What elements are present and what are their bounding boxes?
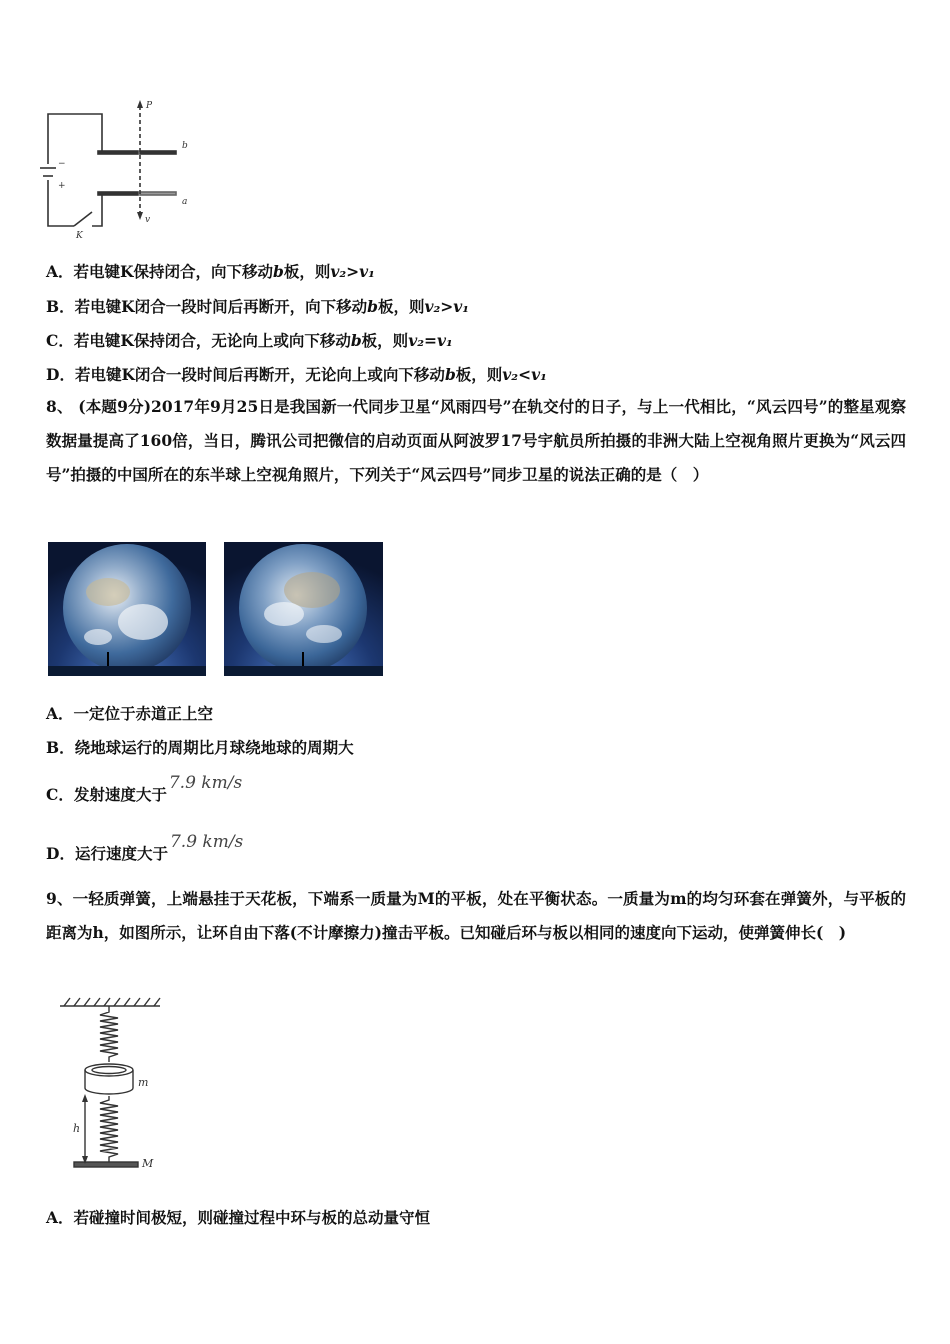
- option-mid: 板，则: [361, 331, 409, 350]
- option-relation: v₂<v₁: [502, 365, 547, 384]
- option-relation: v₂=v₁: [408, 331, 453, 350]
- q8-stem: 8、 (本题9分)2017年9月25日是我国新一代同步卫星“风雨四号”在轨交付的日子，与上一代相比，“风云四号”的整星观察数据量提高了160倍，当日，腾讯公司把微信的启动页面从阿波罗17号宇航员所拍摄的非洲大陆上空视角照片更换为“风云四号”拍摄的中国所在的东半球上空视角照片，下列关于“风云四号”同步卫星的说法正确的是（ ）: [46, 397, 906, 484]
- capacitor-circuit-diagram: [40, 96, 200, 242]
- option-relation: v₂>v₁: [330, 262, 375, 281]
- option-var: b: [273, 262, 284, 281]
- earth-photo-left: [48, 542, 206, 676]
- q7-option-c[interactable]: [46, 329, 453, 351]
- label-minus: −: [58, 159, 66, 169]
- q8-option-b[interactable]: [46, 736, 354, 758]
- label-p: P: [146, 101, 153, 111]
- label-v: v: [145, 215, 151, 225]
- label-m: m: [138, 1076, 149, 1089]
- option-mid: 板，则: [283, 262, 331, 281]
- option-text: 绕地球运行的周期比月球绕地球的周期大: [74, 738, 354, 757]
- label-plus: +: [58, 181, 66, 191]
- option-text: 一定位于赤道正上空: [73, 704, 214, 723]
- label-a: a: [182, 197, 188, 207]
- option-text: 若电键K保持闭合，无论向上或向下移动: [73, 331, 351, 350]
- option-text: 发射速度大于: [73, 785, 167, 804]
- option-letter: A．: [46, 704, 74, 723]
- option-letter: C．: [46, 331, 74, 350]
- option-letter: B．: [46, 297, 75, 316]
- option-text: 若电键K保持闭合，向下移动: [73, 262, 274, 281]
- option-text: 若电键K闭合一段时间后再断开，无论向上或向下移动: [74, 365, 445, 384]
- label-M: M: [142, 1157, 154, 1170]
- option-text: 若碰撞时间极短，则碰撞过程中环与板的总动量守恒: [73, 1208, 431, 1227]
- q8-option-d[interactable]: [46, 832, 244, 864]
- option-var: b: [350, 331, 362, 350]
- option-var: b: [367, 297, 378, 316]
- q7-option-d[interactable]: [46, 363, 547, 385]
- q7-option-a[interactable]: [46, 260, 375, 282]
- option-text: 运行速度大于: [74, 844, 168, 863]
- option-mid: 板，则: [377, 297, 425, 316]
- option-letter: D．: [46, 365, 75, 384]
- q8-option-c[interactable]: [46, 773, 243, 805]
- option-relation: v₂>v₁: [424, 297, 470, 316]
- option-math: 7.9 km/s: [168, 773, 243, 793]
- option-letter: A．: [46, 1208, 74, 1227]
- spring-ring-diagram: [56, 996, 166, 1174]
- label-h: h: [73, 1122, 81, 1135]
- label-k: K: [76, 231, 83, 241]
- q7-option-b[interactable]: [46, 295, 469, 317]
- q9-option-a[interactable]: [46, 1206, 430, 1228]
- q9-stem: 9、一轻质弹簧，上端悬挂于天花板，下端系一质量为M的平板，处在平衡状态。一质量为m的均匀环套在弹簧外，与平板的距离为h，如图所示，让环自由下落(不计摩擦力)撞击平板。已知碰后环与板以相同的速度向下运动，使弹簧伸长( ): [46, 889, 906, 942]
- option-mid: 板，则: [455, 365, 503, 384]
- option-math: 7.9 km/s: [169, 832, 244, 852]
- option-letter: D．: [46, 844, 75, 863]
- option-text: 若电键K闭合一段时间后再断开，向下移动: [74, 297, 368, 316]
- option-letter: A．: [46, 262, 74, 281]
- q8-option-a[interactable]: [46, 702, 213, 724]
- option-letter: B．: [46, 738, 75, 757]
- earth-photo-right: [224, 542, 383, 676]
- option-var: b: [444, 365, 456, 384]
- option-letter: C．: [46, 785, 74, 804]
- label-b: b: [182, 141, 188, 151]
